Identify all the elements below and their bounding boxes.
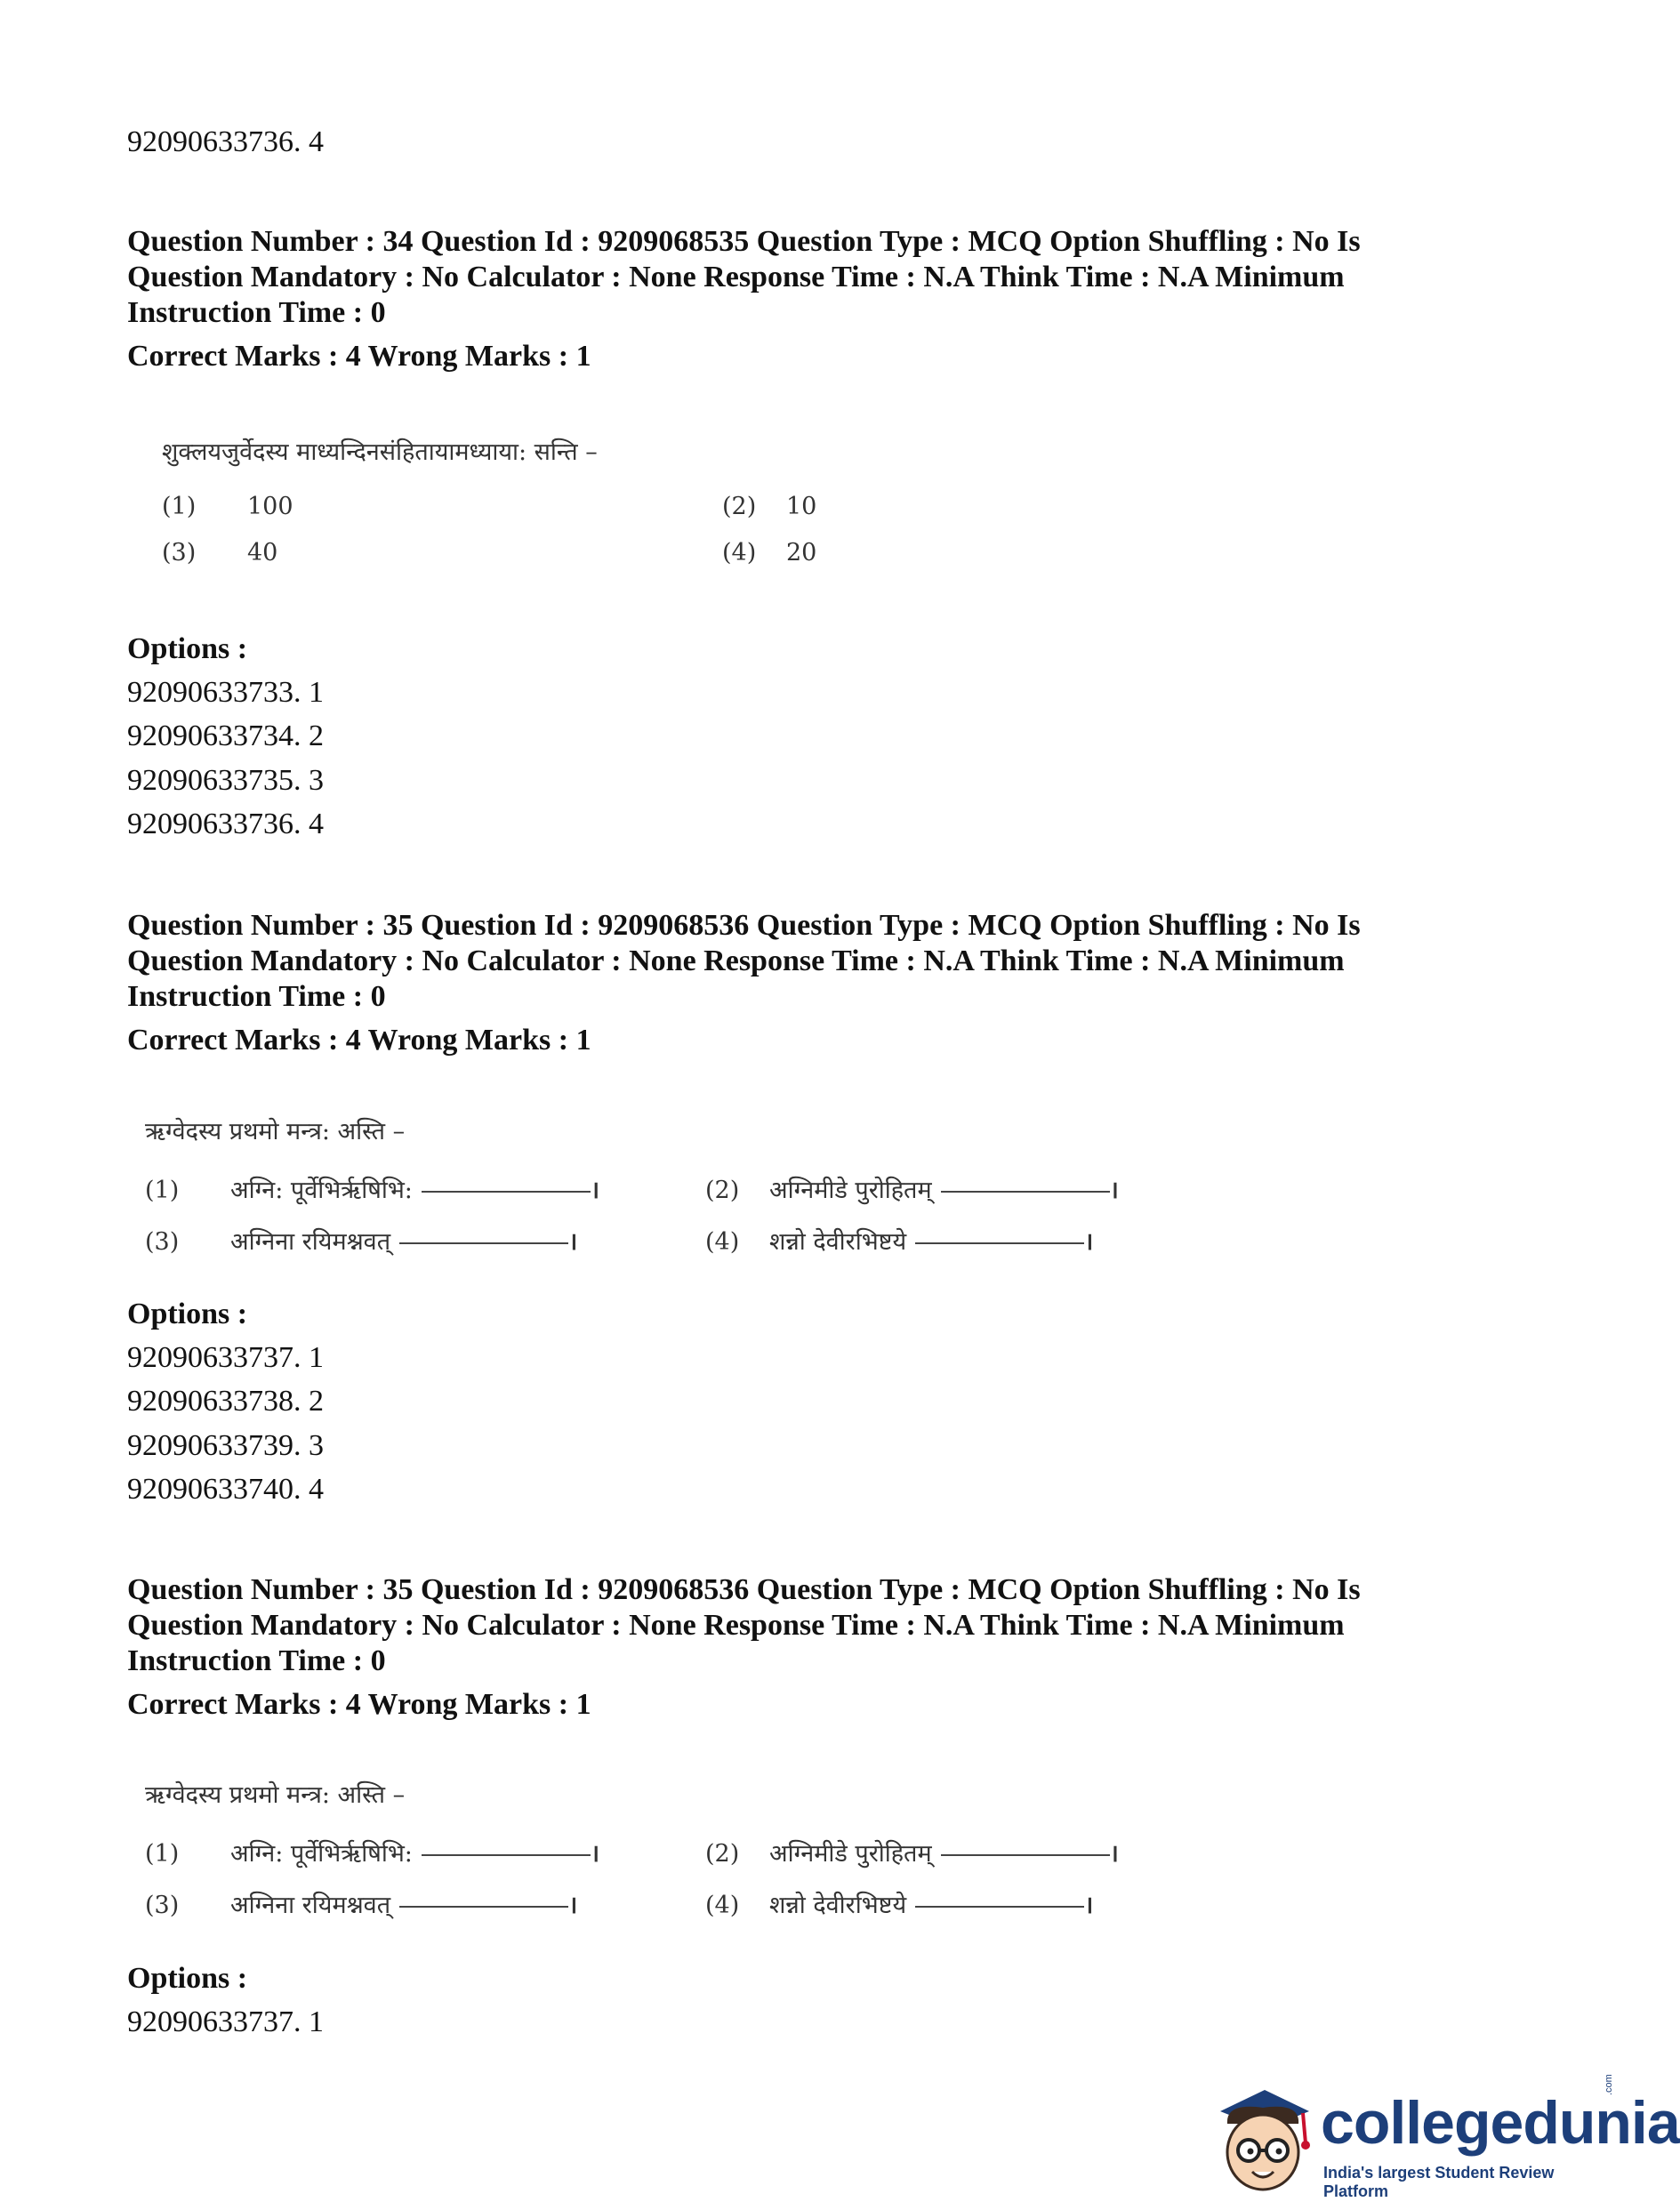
question-header-line: Question Number : 35 Question Id : 9209068536 Question Type : MCQ Option Shuffling : No Is [127, 909, 1361, 942]
choice: (2) 10 [722, 493, 817, 520]
choice: (2) अग्निमीडे पुरोहितम् । [705, 1177, 1119, 1204]
mascot-icon [1210, 2072, 1316, 2197]
option-line: 92090633735. 3 [127, 764, 324, 797]
question-header-line: Question Number : 34 Question Id : 9209068535 Question Type : MCQ Option Shuffling : No Is [127, 225, 1361, 258]
choice: (4) शन्नो देवीरभिष्टये । [705, 1228, 1094, 1256]
marks-line: Correct Marks : 4 Wrong Marks : 1 [127, 340, 591, 373]
choice: (1) अग्नि: पूर्वेभिर्ऋषिभि: । [145, 1177, 600, 1204]
choice: (2) अग्निमीडे पुरोहितम् । [705, 1840, 1119, 1868]
marks-line: Correct Marks : 4 Wrong Marks : 1 [127, 1024, 591, 1057]
choice: (4) 20 [722, 539, 817, 567]
logo-tagline: India's largest Student Review Platform [1323, 2164, 1555, 2200]
question-stem: ऋग्वेदस्य प्रथमो मन्त्र: अस्ति – [145, 1118, 406, 1145]
option-line: 92090633736. 4 [127, 125, 324, 158]
option-line: 92090633733. 1 [127, 676, 324, 709]
choice: (4) शन्नो देवीरभिष्टये । [705, 1892, 1094, 1919]
question-header-line: Question Number : 35 Question Id : 9209068536 Question Type : MCQ Option Shuffling : No Is [127, 1573, 1361, 1606]
question-header-line: Instruction Time : 0 [127, 980, 386, 1013]
question-stem: शुक्लयजुर्वेदस्य माध्यन्दिनसंहितायामध्याया: सन्ति – [162, 438, 598, 466]
options-label: Options : [127, 1298, 248, 1330]
options-label: Options : [127, 1962, 248, 1995]
logo-text: collegedunia [1321, 2089, 1680, 2157]
question-header-line: Instruction Time : 0 [127, 1644, 386, 1677]
question-header-line: Question Mandatory : No Calculator : None Response Time : N.A Think Time : N.A Minimum [127, 1609, 1345, 1642]
marks-line: Correct Marks : 4 Wrong Marks : 1 [127, 1688, 591, 1721]
question-header-line: Question Mandatory : No Calculator : None Response Time : N.A Think Time : N.A Minimum [127, 944, 1345, 977]
option-line: 92090633740. 4 [127, 1473, 324, 1506]
option-line: 92090633738. 2 [127, 1385, 324, 1418]
option-line: 92090633737. 1 [127, 2005, 324, 2038]
question-stem: ऋग्वेदस्य प्रथमो मन्त्र: अस्ति – [145, 1781, 406, 1809]
logo-com: .com [1604, 2074, 1614, 2095]
choice: (3) अग्निना रयिमश्नवत् । [145, 1892, 578, 1919]
question-header-line: Question Mandatory : No Calculator : None Response Time : N.A Think Time : N.A Minimum [127, 261, 1345, 293]
option-line: 92090633736. 4 [127, 808, 324, 840]
choice: (3) अग्निना रयिमश्नवत् । [145, 1228, 578, 1256]
collegedunia-logo[interactable] [1210, 2072, 1680, 2200]
question-image [162, 434, 962, 585]
option-line: 92090633739. 3 [127, 1429, 324, 1462]
options-label: Options : [127, 632, 248, 665]
option-line: 92090633734. 2 [127, 719, 324, 752]
choice: (1) अग्नि: पूर्वेभिर्ऋषिभि: । [145, 1840, 600, 1868]
choice: (3) 40 [162, 539, 278, 567]
option-line: 92090633737. 1 [127, 1341, 324, 1374]
question-image [145, 1777, 1159, 1928]
choice: (1) 100 [162, 493, 293, 520]
question-header-line: Instruction Time : 0 [127, 296, 386, 329]
question-image [145, 1113, 1159, 1265]
